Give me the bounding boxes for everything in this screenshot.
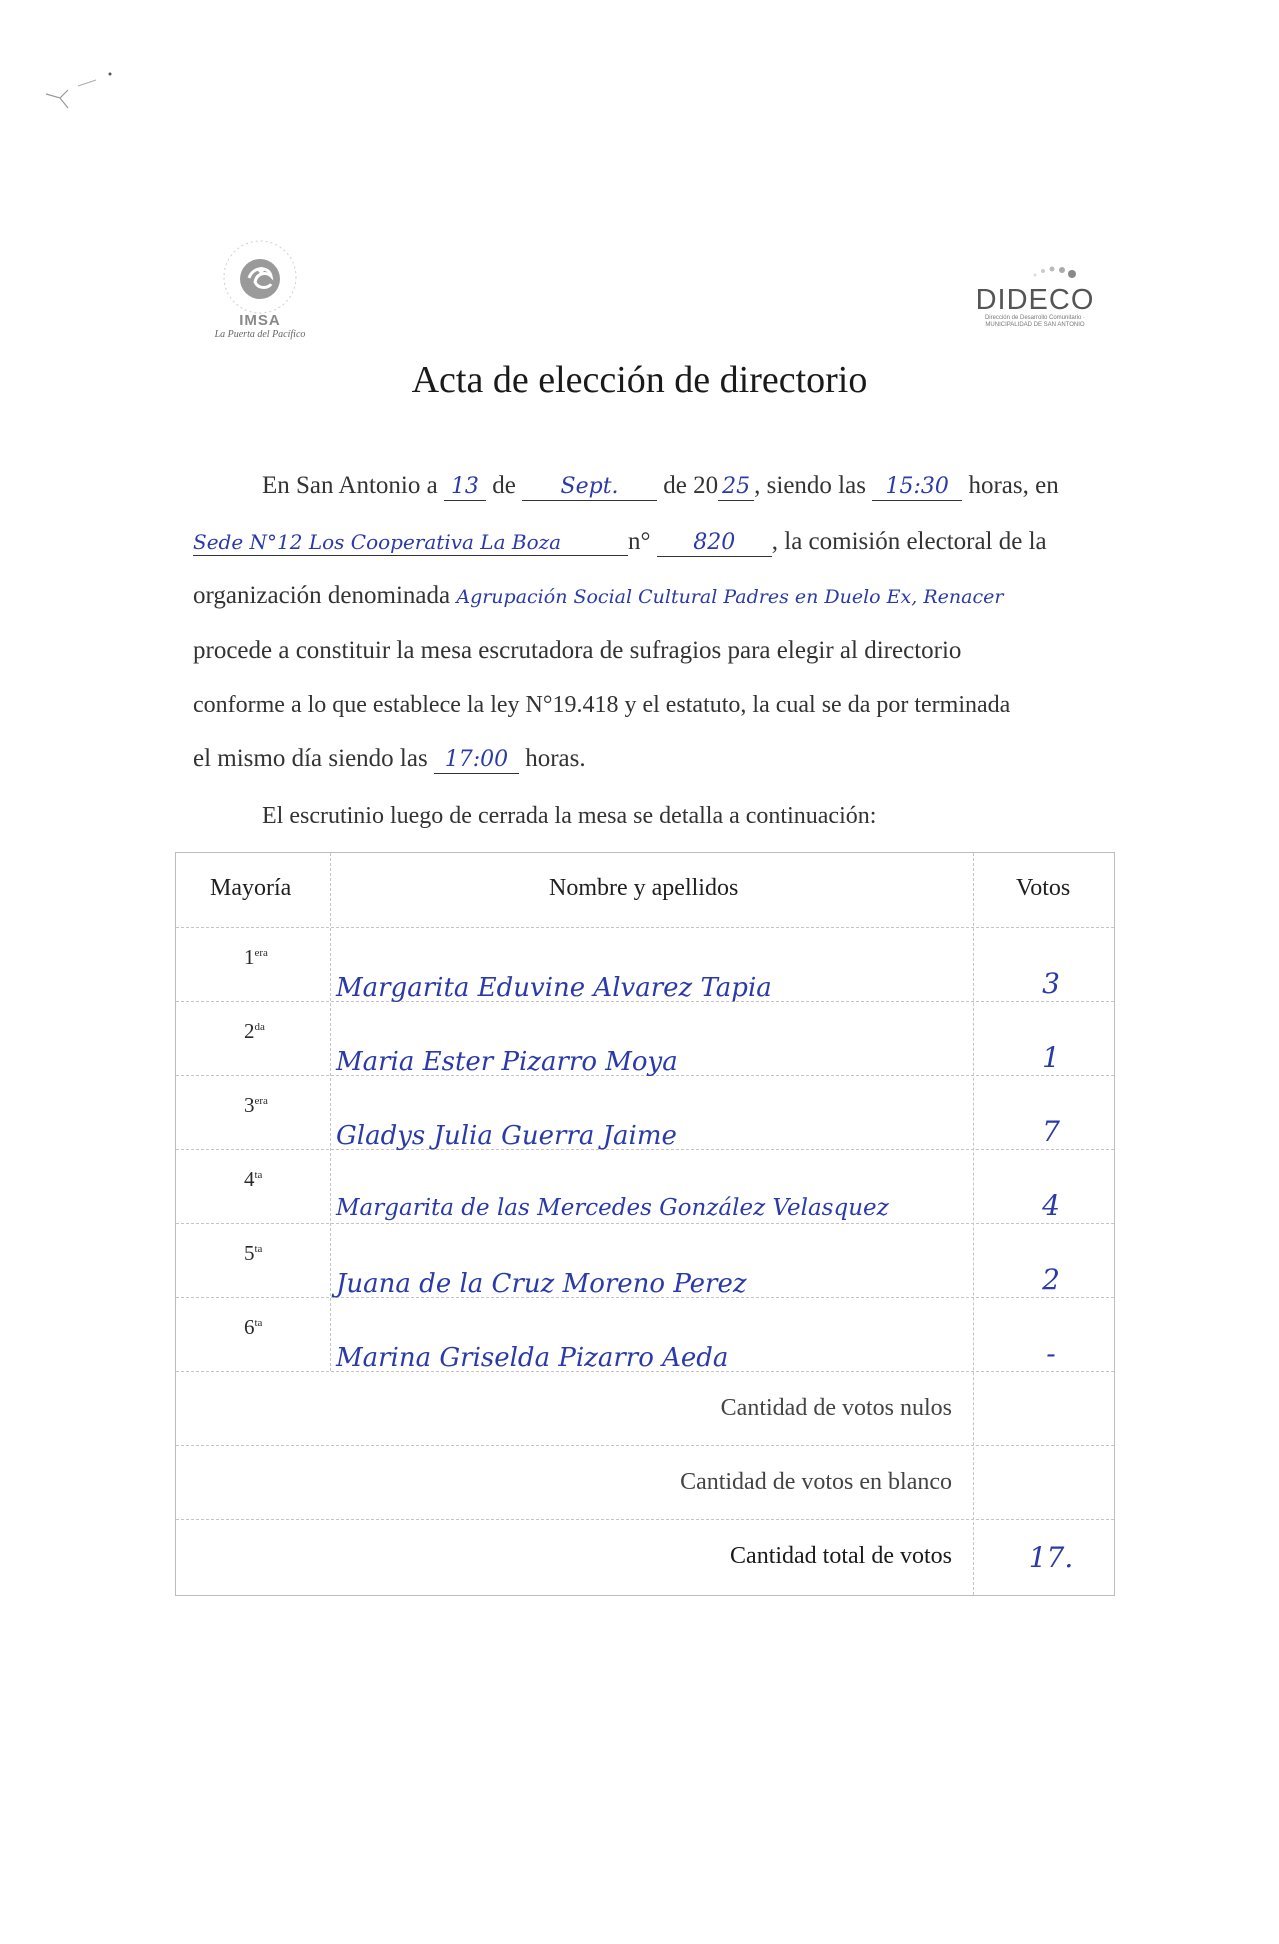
dideco-logo xyxy=(975,255,1095,329)
dideco-brand: DIDECO xyxy=(975,284,1095,316)
text: n° xyxy=(628,528,651,555)
rank-number: 5 xyxy=(244,1241,255,1265)
rank-number: 2 xyxy=(244,1019,255,1043)
month-value: Sept. xyxy=(560,474,619,499)
paragraph-line-5: conforme a lo que establece la ley N°19.418 y el estatuto, la cual se da por terminada xyxy=(193,692,1011,718)
blank-votes-label: Cantidad de votos en blanco xyxy=(680,1469,952,1495)
document-title: Acta de elección de directorio xyxy=(411,359,868,401)
start-time-value: 15:30 xyxy=(885,474,949,499)
paragraph-line-4: procede a constituir la mesa escrutadora de sufragios para elegir al directorio xyxy=(193,637,962,664)
text: horas, en xyxy=(968,472,1059,499)
end-time-value: 17:00 xyxy=(444,747,509,772)
candidate-name-2: Maria Ester Pizarro Moya xyxy=(336,1047,678,1077)
year-field xyxy=(718,473,754,501)
imsa-tagline: La Puerta del Pacífico xyxy=(214,329,306,340)
dideco-dots-icon xyxy=(975,255,1095,285)
rank-suffix: da xyxy=(254,1021,265,1033)
rank-number: 1 xyxy=(244,945,255,969)
place-value: Sede N°12 Los Cooperativa La Boza xyxy=(193,530,562,554)
rank-number: 6 xyxy=(244,1315,255,1339)
rank-suffix: ta xyxy=(254,1243,263,1255)
null-votes-label: Cantidad de votos nulos xyxy=(720,1395,952,1421)
month-field xyxy=(522,473,657,501)
paragraph-line-3 xyxy=(193,582,1003,610)
rank-1 xyxy=(244,945,268,970)
total-votes-label: Cantidad total de votos xyxy=(730,1543,952,1569)
table-intro: El escrutinio luego de cerrada la mesa se detalla a continuación: xyxy=(262,803,877,829)
total-votes-value: 17. xyxy=(1028,1541,1074,1574)
rank-number: 3 xyxy=(244,1093,255,1117)
text: En San Antonio a xyxy=(262,472,438,499)
header-name: Nombre y apellidos xyxy=(549,875,739,901)
text: de 20 xyxy=(663,472,719,499)
end-time-field xyxy=(434,746,519,774)
header-rank: Mayoría xyxy=(210,875,292,901)
column-divider xyxy=(973,853,974,1595)
rank-4 xyxy=(244,1167,262,1192)
rank-suffix: era xyxy=(254,1095,268,1107)
votes-4: 4 xyxy=(1042,1189,1060,1222)
imsa-seal-icon xyxy=(221,238,299,316)
imsa-brand: IMSA xyxy=(239,312,281,329)
day-value: 13 xyxy=(450,474,479,499)
candidate-name-5: Juana de la Cruz Moreno Perez xyxy=(336,1269,747,1299)
day-field xyxy=(444,473,486,501)
column-divider xyxy=(330,853,331,1371)
votes-1: 3 xyxy=(1042,967,1060,1000)
place-field xyxy=(193,529,628,556)
candidate-name-4: Margarita de las Mercedes González Velasquez xyxy=(336,1195,889,1221)
text: , la comisión electoral de la xyxy=(771,528,1047,555)
text: el mismo día siendo las xyxy=(193,745,428,772)
votes-2: 1 xyxy=(1042,1041,1060,1074)
text: de xyxy=(492,472,516,499)
rank-suffix: ta xyxy=(254,1317,263,1329)
corner-mark xyxy=(38,68,118,118)
rank-6 xyxy=(244,1315,262,1340)
paragraph-line-6 xyxy=(193,745,586,774)
rank-2 xyxy=(244,1019,265,1044)
text: , siendo las xyxy=(754,472,866,499)
number-value: 820 xyxy=(693,530,736,555)
candidate-name-1: Margarita Eduvine Alvarez Tapia xyxy=(336,973,772,1003)
start-time-field xyxy=(872,473,962,501)
votes-3: 7 xyxy=(1042,1115,1060,1148)
org-name-value: Agrupación Social Cultural Padres en Duelo Ex, Renacer xyxy=(456,586,1004,608)
rank-3 xyxy=(244,1093,268,1118)
candidate-name-6: Marina Griselda Pizarro Aeda xyxy=(336,1343,729,1373)
paragraph-line-2 xyxy=(193,528,1047,557)
number-field xyxy=(657,529,772,557)
text: horas. xyxy=(525,745,586,772)
votes-6: - xyxy=(1046,1337,1056,1370)
rank-suffix: era xyxy=(254,947,268,959)
header-votes: Votos xyxy=(1016,875,1071,901)
votes-5: 2 xyxy=(1042,1263,1060,1296)
rank-5 xyxy=(244,1241,262,1266)
candidate-name-3: Gladys Julia Guerra Jaime xyxy=(336,1121,677,1151)
rank-suffix: ta xyxy=(254,1169,263,1181)
results-table xyxy=(175,852,1115,1596)
paragraph-line-1 xyxy=(262,472,1059,501)
dideco-subtitle: Dirección de Desarrollo Comunitario · MUNICIPALIDAD DE SAN ANTONIO xyxy=(984,315,1086,328)
year-value: 25 xyxy=(722,474,751,499)
imsa-logo xyxy=(195,238,325,340)
text: organización denominada xyxy=(193,582,451,609)
rank-number: 4 xyxy=(244,1167,255,1191)
